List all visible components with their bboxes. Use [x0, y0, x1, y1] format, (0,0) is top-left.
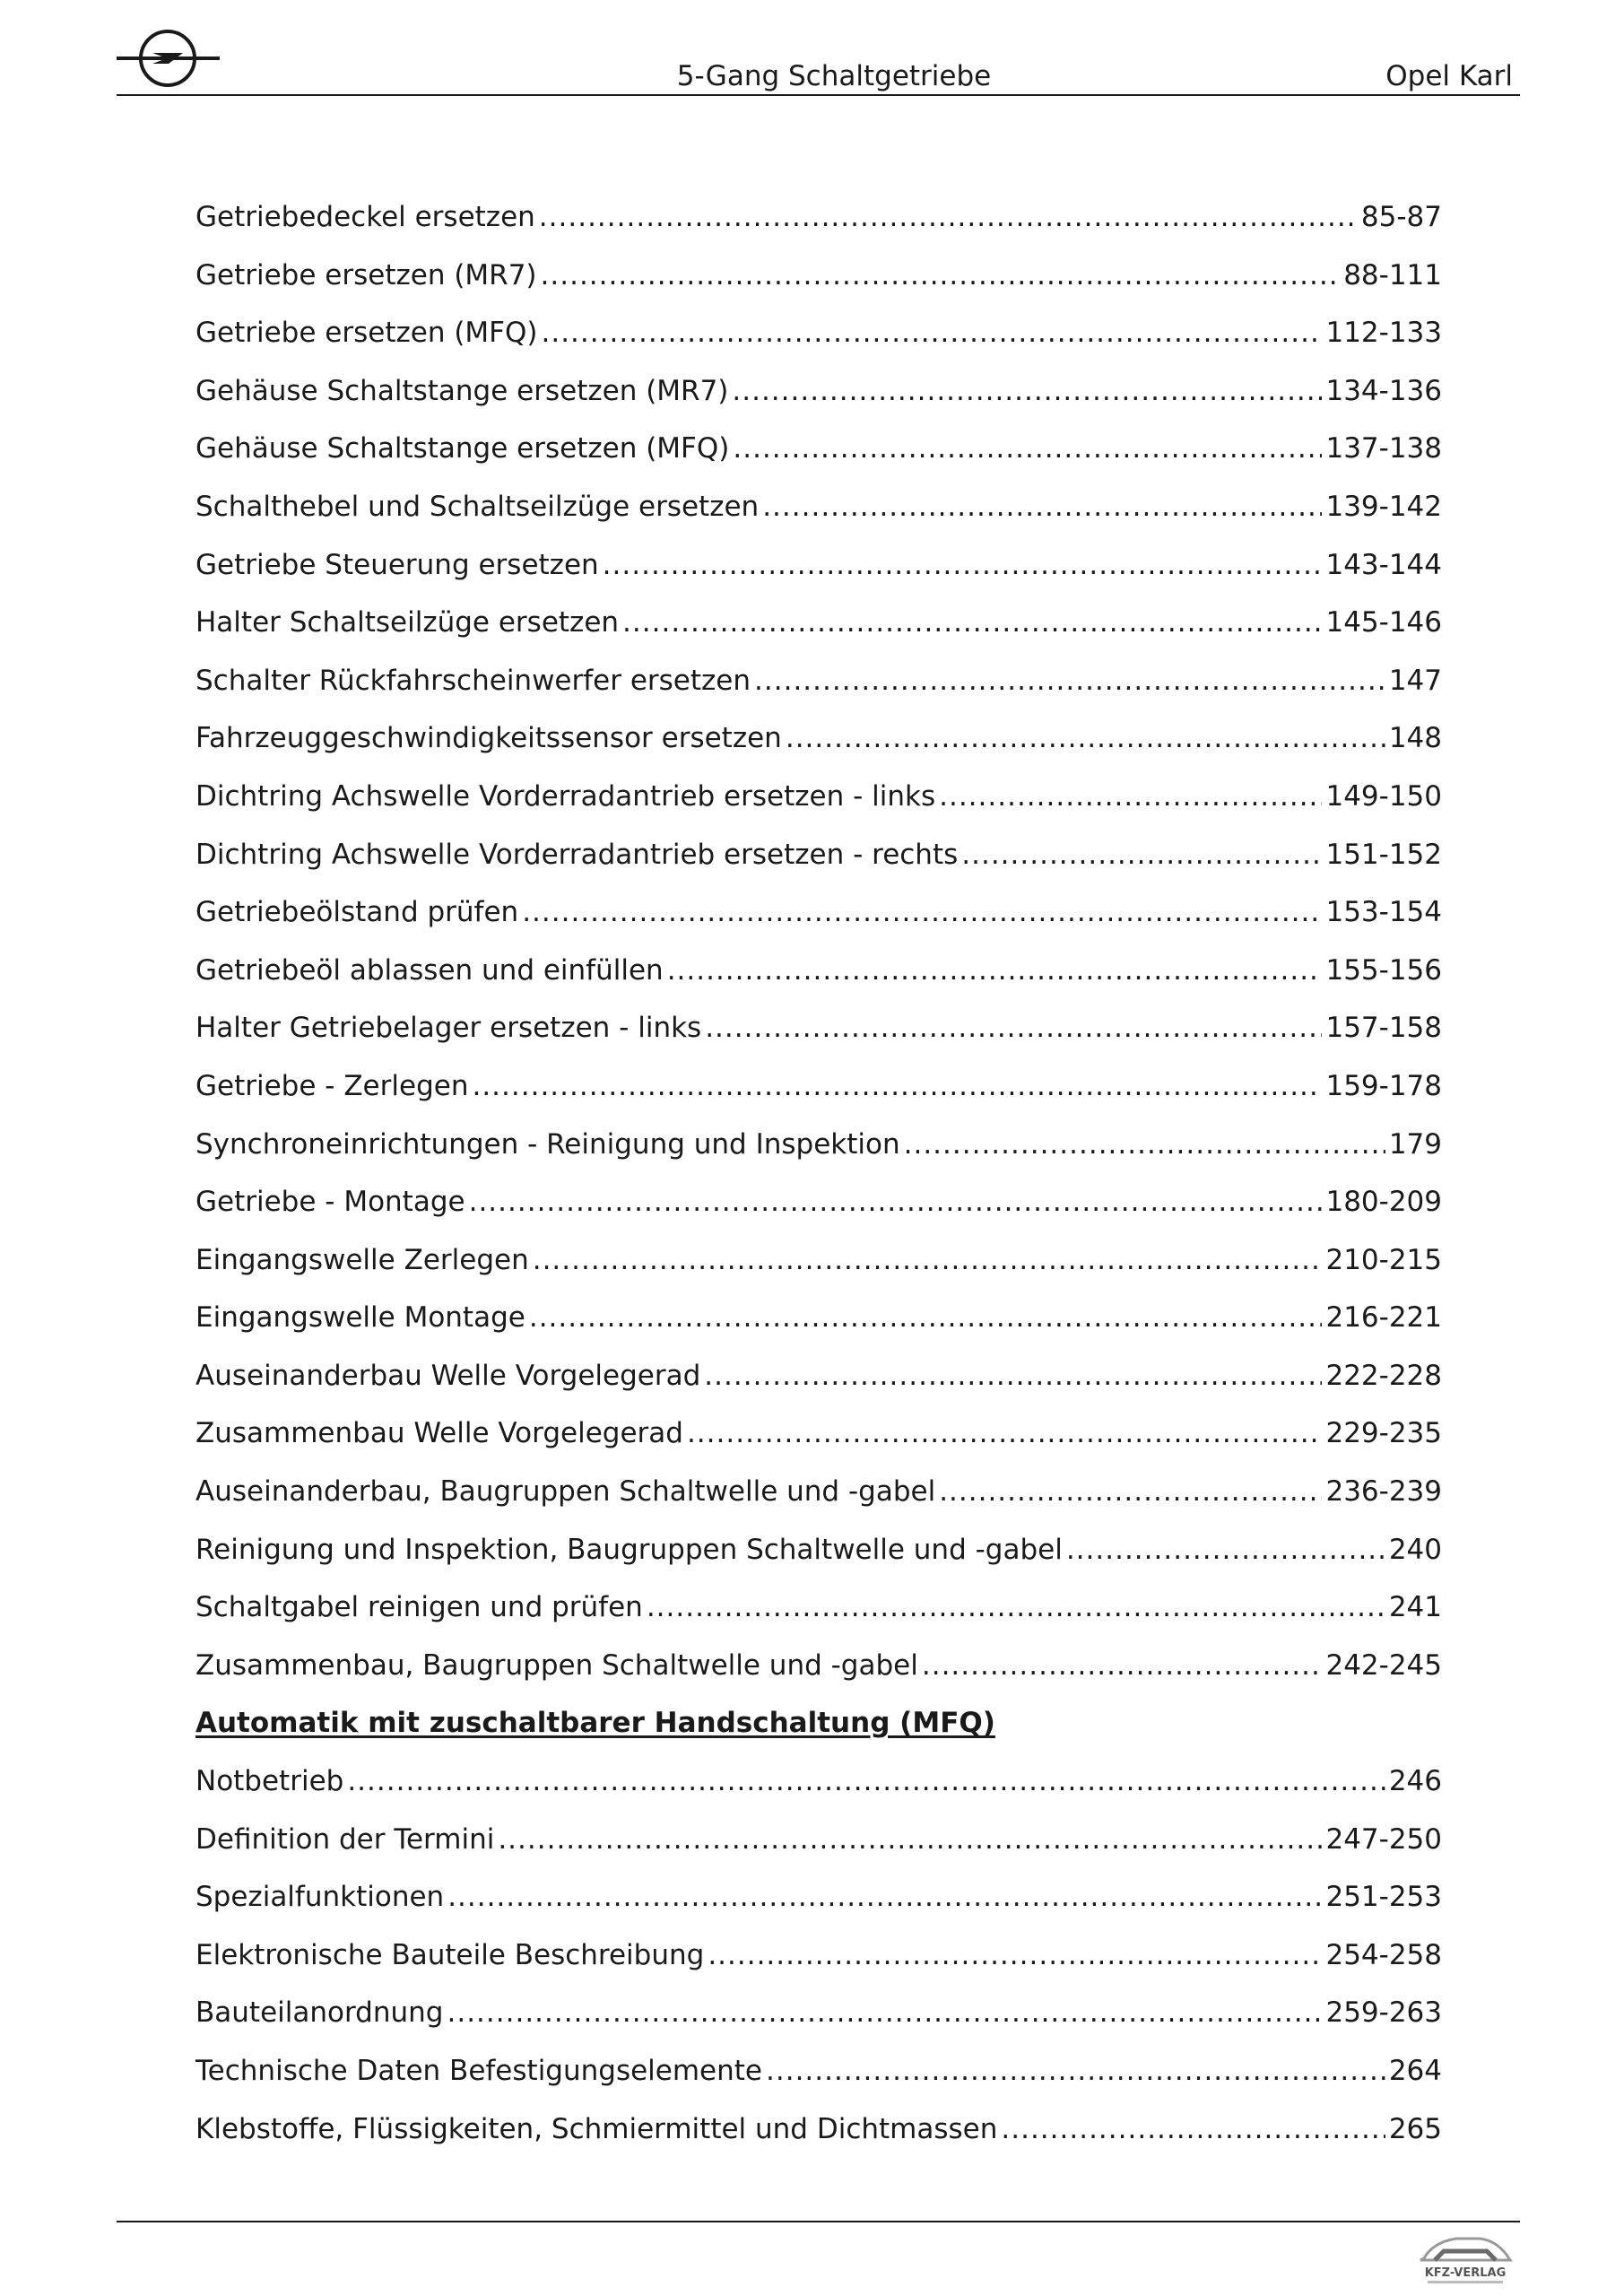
toc-entry-title: Auseinanderbau Welle Vorgelegerad [195, 1359, 701, 1392]
toc-entry[interactable] [195, 768, 1442, 826]
toc-dot-leader [667, 942, 1323, 1000]
toc-entry-pages: 139-142 [1325, 490, 1442, 523]
toc-entry[interactable] [195, 1405, 1442, 1463]
toc-entry[interactable] [195, 1231, 1442, 1290]
toc-entry[interactable] [195, 999, 1442, 1057]
toc-entry-title: Dichtring Achswelle Vorderradantrieb ersetzen - links [195, 779, 936, 813]
header-divider [117, 94, 1520, 96]
toc-entry[interactable] [195, 942, 1442, 1000]
toc-entry[interactable] [195, 1868, 1442, 1926]
toc-dot-leader [647, 1578, 1385, 1637]
toc-dot-leader [687, 1405, 1323, 1463]
toc-entry[interactable] [195, 304, 1442, 362]
toc-dot-leader [603, 536, 1323, 595]
toc-entry-title: Getriebeölstand prüfen [195, 896, 519, 929]
toc-entry-pages: 236-239 [1325, 1475, 1442, 1509]
toc-entry-title: Reinigung und Inspektion, Baugruppen Schaltwelle und -gabel [195, 1533, 1063, 1566]
toc-dot-leader [1001, 2100, 1385, 2159]
toc-entry-title: Getriebe Steuerung ersetzen [195, 548, 599, 581]
toc-entry-pages: 242-245 [1325, 1648, 1442, 1682]
toc-entry-pages: 251-253 [1325, 1881, 1442, 1914]
toc-dot-leader [939, 768, 1322, 826]
toc-entry-title: Fahrzeuggeschwindigkeitssensor ersetzen [195, 722, 782, 755]
vehicle-brand: Opel Karl [1385, 60, 1513, 92]
table-of-contents [195, 188, 1442, 2158]
toc-dot-leader [539, 188, 1358, 247]
toc-dot-leader [732, 362, 1322, 421]
toc-dot-leader [762, 478, 1322, 536]
toc-entry[interactable] [195, 478, 1442, 536]
toc-entry-title: Eingangswelle Montage [195, 1301, 525, 1335]
toc-entry[interactable] [195, 1752, 1442, 1811]
toc-entry[interactable] [195, 1521, 1442, 1579]
toc-dot-leader [522, 883, 1322, 942]
toc-entry-title: Auseinanderbau, Baugruppen Schaltwelle und -gabel [195, 1475, 936, 1509]
toc-dot-leader [542, 304, 1323, 362]
toc-entry-pages: 155-156 [1325, 953, 1442, 987]
toc-dot-leader [733, 420, 1322, 478]
toc-entry-title: Klebstoffe, Flüssigkeiten, Schmiermittel und Dichtmassen [195, 2112, 998, 2145]
toc-entry-pages: 216-221 [1325, 1301, 1442, 1335]
toc-entry-title: Bauteilanordnung [195, 1996, 444, 2030]
toc-entry-pages: 240 [1388, 1533, 1442, 1566]
toc-dot-leader [447, 1984, 1322, 2042]
toc-dot-leader [708, 1926, 1322, 1985]
toc-entry-title: Schalthebel und Schaltseilzüge ersetzen [195, 490, 760, 523]
footer-divider [117, 2221, 1520, 2222]
toc-entry-title: Definition der Termini [195, 1822, 495, 1856]
toc-entry-pages: 210-215 [1325, 1243, 1442, 1276]
toc-entry[interactable] [195, 2100, 1442, 2159]
toc-entry-pages: 85-87 [1360, 201, 1442, 233]
toc-entry-title: Halter Schaltseilzüge ersetzen [195, 606, 620, 639]
toc-dot-leader [904, 1116, 1385, 1174]
toc-entry-pages: 145-146 [1325, 606, 1442, 639]
toc-dot-leader [472, 1057, 1322, 1116]
toc-dot-leader [1066, 1521, 1385, 1579]
toc-dot-leader [961, 826, 1322, 884]
toc-entry-title: Getriebe - Zerlegen [195, 1069, 469, 1102]
toc-dot-leader [347, 1752, 1385, 1811]
toc-entry-title: Halter Getriebelager ersetzen - links [195, 1012, 702, 1045]
toc-entry[interactable] [195, 652, 1442, 710]
toc-entry-title: Schaltgabel reinigen und prüfen [195, 1591, 643, 1624]
toc-entry-title: Getriebe - Montage [195, 1186, 465, 1219]
toc-dot-leader [533, 1231, 1323, 1290]
toc-entry[interactable] [195, 362, 1442, 421]
toc-dot-leader [766, 2042, 1385, 2100]
document-title: 5-Gang Schaltgetriebe [676, 60, 992, 92]
toc-entry[interactable] [195, 1984, 1442, 2042]
toc-entry-pages: 264 [1388, 2055, 1442, 2087]
toc-entry-pages: 143-144 [1325, 548, 1442, 581]
toc-entry-pages: 247-250 [1325, 1822, 1442, 1856]
toc-entry-pages: 246 [1388, 1765, 1442, 1798]
toc-entry-pages: 229-235 [1325, 1417, 1442, 1450]
toc-dot-leader [498, 1811, 1322, 1869]
toc-entry[interactable] [195, 247, 1442, 305]
toc-entry[interactable] [195, 1811, 1442, 1869]
toc-entry-title: Getriebedeckel ersetzen [195, 201, 535, 233]
toc-dot-leader [754, 652, 1385, 710]
toc-entry[interactable] [195, 1578, 1442, 1637]
toc-entry-title: Gehäuse Schaltstange ersetzen (MFQ) [195, 432, 730, 465]
toc-dot-leader [447, 1868, 1322, 1926]
toc-entry[interactable] [195, 1173, 1442, 1231]
toc-entry-pages: 112-133 [1325, 317, 1442, 350]
toc-dot-leader [705, 999, 1322, 1057]
toc-entry-pages: 254-258 [1325, 1938, 1442, 1971]
toc-entry[interactable] [195, 883, 1442, 942]
toc-entry-title: Dichtring Achswelle Vorderradantrieb ersetzen - rechts [195, 838, 959, 871]
toc-entry-title: Technische Daten Befestigungselemente [195, 2055, 763, 2087]
toc-entry-pages: 149-150 [1325, 779, 1442, 813]
toc-entry[interactable] [195, 420, 1442, 478]
toc-dot-leader [469, 1173, 1323, 1231]
toc-entry-pages: 259-263 [1325, 1996, 1442, 2030]
footer-logo-text: KFZ-VERLAG [1424, 2266, 1507, 2280]
toc-entry-pages: 137-138 [1325, 432, 1442, 465]
kfz-verlag-logo-icon [1408, 2224, 1523, 2289]
page-header [117, 22, 1520, 96]
toc-entry-pages: 153-154 [1325, 896, 1442, 929]
toc-entry-title: Schalter Rückfahrscheinwerfer ersetzen [195, 664, 751, 697]
toc-entry-pages: 159-178 [1325, 1069, 1442, 1102]
toc-entry[interactable] [195, 1637, 1442, 1695]
toc-entry-pages: 147 [1388, 664, 1442, 697]
toc-entry-pages: 179 [1388, 1127, 1442, 1161]
toc-entry-title: Elektronische Bauteile Beschreibung [195, 1938, 705, 1971]
toc-entry-pages: 151-152 [1325, 838, 1442, 871]
toc-entry-title: Notbetrieb [195, 1765, 344, 1798]
toc-entry[interactable] [195, 1926, 1442, 1985]
toc-entry-title: Getriebeöl ablassen und einfüllen [195, 953, 664, 987]
toc-entry-title: Getriebe ersetzen (MFQ) [195, 317, 538, 350]
toc-entry[interactable] [195, 709, 1442, 768]
toc-entry-pages: 134-136 [1325, 374, 1442, 407]
toc-dot-leader [541, 247, 1341, 305]
toc-entry[interactable] [195, 826, 1442, 884]
toc-entry-title: Gehäuse Schaltstange ersetzen (MR7) [195, 374, 729, 407]
toc-entry[interactable] [195, 536, 1442, 595]
toc-entry[interactable] [195, 2042, 1442, 2100]
opel-logo-icon [117, 22, 220, 94]
toc-entry-title: Spezialfunktionen [195, 1881, 445, 1914]
toc-section-heading: Automatik mit zuschaltbarer Handschaltung (MFQ) [195, 1707, 995, 1740]
toc-dot-leader [922, 1637, 1323, 1695]
toc-entry[interactable] [195, 1347, 1442, 1405]
toc-entry-pages: 180-209 [1325, 1186, 1442, 1219]
toc-entry[interactable] [195, 594, 1442, 652]
toc-entry-title: Eingangswelle Zerlegen [195, 1243, 529, 1276]
toc-dot-leader [529, 1289, 1323, 1347]
toc-entry-pages: 157-158 [1325, 1012, 1442, 1045]
toc-entry-title: Zusammenbau, Baugruppen Schaltwelle und -gabel [195, 1648, 918, 1682]
toc-dot-leader [939, 1463, 1322, 1521]
toc-entry-title: Zusammenbau Welle Vorgelegerad [195, 1417, 683, 1450]
toc-dot-leader [704, 1347, 1322, 1405]
toc-entry-title: Getriebe ersetzen (MR7) [195, 258, 537, 291]
toc-entry[interactable] [195, 1289, 1442, 1347]
toc-entry[interactable] [195, 1057, 1442, 1116]
toc-entry[interactable] [195, 1116, 1442, 1174]
toc-entry-pages: 148 [1388, 722, 1442, 755]
toc-entry[interactable] [195, 1463, 1442, 1521]
toc-entry-pages: 222-228 [1325, 1359, 1442, 1392]
toc-entry-pages: 241 [1388, 1591, 1442, 1624]
toc-dot-leader [622, 594, 1322, 652]
toc-dot-leader [786, 709, 1385, 768]
toc-entry[interactable] [195, 188, 1442, 247]
toc-entry-pages: 265 [1388, 2112, 1442, 2145]
toc-entry-pages: 88-111 [1343, 258, 1442, 291]
toc-entry-title: Synchroneinrichtungen - Reinigung und Inspektion [195, 1127, 900, 1161]
